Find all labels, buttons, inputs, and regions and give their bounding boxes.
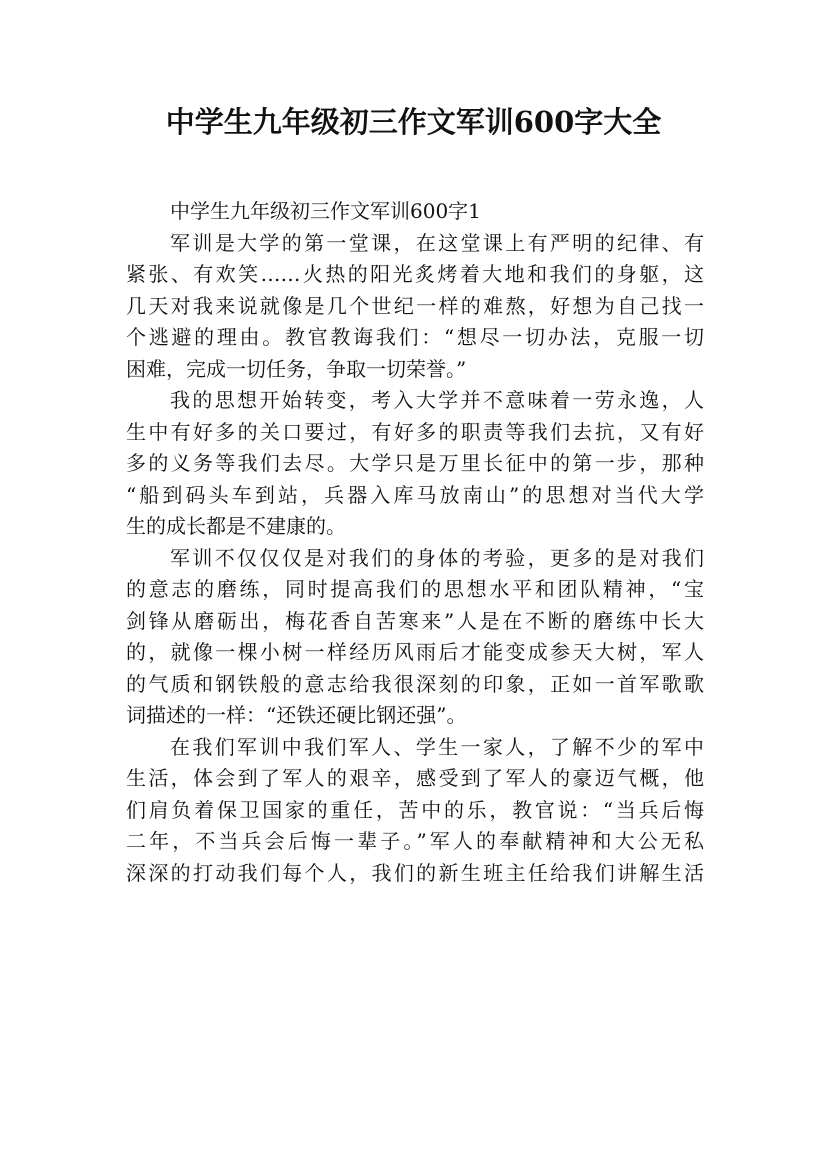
paragraph-1-line: 个逃避的理由。教官教诲我们：“想尽一切办法，克服一切: [126, 325, 704, 349]
paragraph-1-line: 几天对我来说就像是几个世纪一样的难熬，好想为自己找一: [126, 293, 704, 318]
paragraph-3-line: 的，就像一棵小树一样经历风雨后才能变成参天大树，军人: [126, 640, 704, 664]
paragraph-2-line: “船到码头车到站，兵器入库马放南山”的思想对当代大学: [126, 482, 704, 507]
paragraph-3-line: 的气质和钢铁般的意志给我很深刻的印象，正如一首军歌歌: [126, 671, 704, 696]
paragraph-2-line: 我的思想开始转变，考入大学并不意味着一劳永逸，人: [170, 388, 704, 412]
paragraph-4-line: 深深的打动我们每个人，我们的新生班主任给我们讲解生活: [126, 860, 704, 885]
paragraph-4-line: 生活，体会到了军人的艰辛，感受到了军人的豪迈气概，他: [126, 766, 704, 790]
paragraph-4-line: 在我们军训中我们军人、学生一家人，了解不少的军中: [170, 734, 704, 759]
paragraph-4-line: 们肩负着保卫国家的重任，苦中的乐，教官说：“当兵后悔: [126, 797, 704, 822]
paragraph-2-line: 多的义务等我们去尽。大学只是万里长征中的第一步，那种: [126, 451, 704, 475]
document-title: 中学生九年级初三作文军训600字大全: [165, 105, 662, 139]
paragraph-3-line: 剑锋从磨砺出，梅花香自苦寒来”人是在不断的磨练中长大: [126, 608, 704, 633]
paragraph-3-line: 军训不仅仅仅是对我们的身体的考验，更多的是对我们: [170, 545, 704, 570]
section-subheading: 中学生九年级初三作文军训600字1: [170, 199, 481, 223]
paragraph-4-line: 二年，不当兵会后悔一辈子。”军人的奉献精神和大公无私: [126, 829, 704, 853]
paragraph-2-line: 生中有好多的关口要过，有好多的职责等我们去抗，又有好: [126, 419, 704, 444]
paragraph-3-line: 词描述的一样：“还铁还硬比钢还强”。: [126, 703, 467, 727]
paragraph-1-line: 紧张、有欢笑……火热的阳光炙烤着大地和我们的身躯，这: [126, 262, 704, 286]
paragraph-3-line: 的意志的磨练，同时提高我们的思想水平和团队精神，“宝: [126, 577, 704, 601]
document-body: [126, 196, 704, 889]
paragraph-2-line: 生的成长都是不建康的。: [126, 514, 346, 538]
paragraph-1-line: 困难，完成一切任务，争取一切荣誉。”: [126, 356, 467, 381]
paragraph-1-line: 军训是大学的第一堂课，在这堂课上有严明的纪律、有: [170, 230, 704, 255]
